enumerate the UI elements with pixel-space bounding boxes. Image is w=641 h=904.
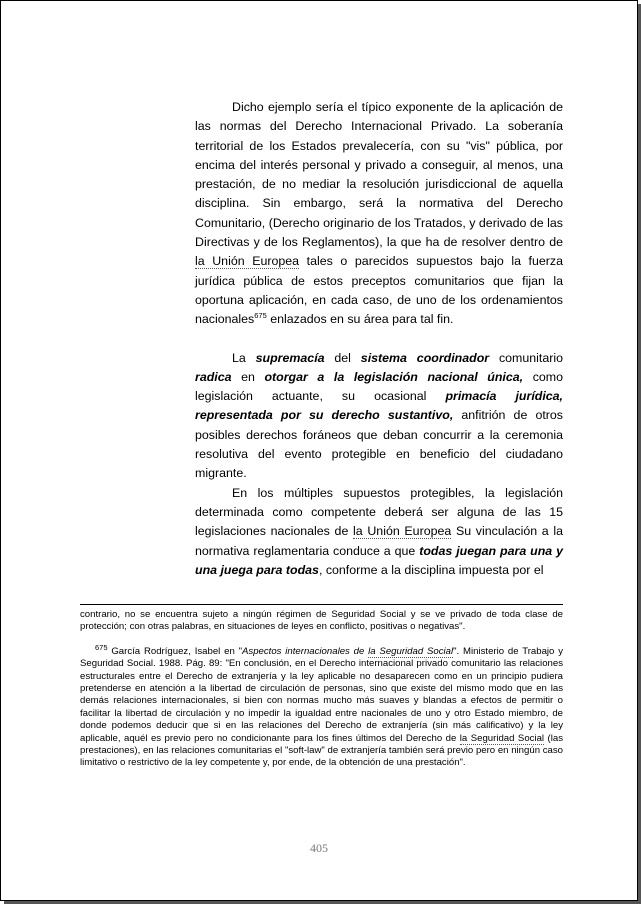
paragraph-3 <box>195 484 563 580</box>
paragraph-2-text: como legislación actuante, su ocasional <box>195 369 563 404</box>
footnote-text: (las prestaciones), en las relaciones comunitarias el "soft-law" de extranjería también será previo pero en ningún caso limitativo o restrictivo de la ley competente y, por ende, de la obtención de una prestación". <box>80 732 563 769</box>
footnotes <box>80 609 563 770</box>
paragraph-2-text: del <box>324 350 361 365</box>
paragraph-3-text: , conforme a la disciplina impuesta por el <box>318 562 544 577</box>
footnote-text: ". Ministerio de Trabajo y Seguridad Social. 1988. Pág. 89: "En conclusión, en el Derecho internacional privado comunitario las relaciones estructurales entre el Derecho de extranjería y la ley aplicable no desaparecen como en un principio pudiera pretenderse en atención a la libertad de circulación de personas, sino que existe del mismo modo que en las demás relaciones internacionales, si bien con normas mucho más suaves y blandas a efectos de permitir o facilitar la libertad de circulación y no impedir la igualdad entre nacionales de uno y otro Estado miembro, de donde podemos deducir que si en las relaciones del Derecho de extranjería (sin más calificativo) y la ley aplicable, aquél es previo pero no condicionante para los fines últimos del Derecho de <box>80 645 563 744</box>
emphasis-todas-juegan: todas juegan para una y una juega para todas <box>195 543 563 577</box>
emphasis-radica: radica <box>195 369 232 384</box>
body-text <box>195 98 563 580</box>
emphasis-otorgar: otorgar a la legislación nacional única, <box>264 369 524 384</box>
paragraph-1 <box>195 98 563 330</box>
paragraph-1-text-a: Dicho ejemplo sería el típico exponente de la aplicación de las normas del Derecho Internacional Privado. La soberanía territorial de los Estados prevalecería, con su "vis" pública, por encima del interés personal y privado a conseguir, al menos, una prestación, de no mediar la resolución jurisdiccional de aquella disciplina. Sin embargo, será la normativa del Derecho Comunitario, (Derecho originario de los Tratados, y derivado de las Directivas y de los Reglamentos), la que ha de resolver dentro de <box>195 100 563 250</box>
footnote-title: Aspectos internacionales de <box>242 645 369 657</box>
footnote-number: 675 <box>95 642 108 652</box>
paragraph-2-text: La <box>232 350 256 365</box>
footnote-reference-675[interactable]: 675 <box>254 311 267 321</box>
paragraph-2-text: comunitario <box>489 350 564 365</box>
paragraph-3-text: Su vinculación a la normativa reglamentaria conduce a que <box>195 524 564 558</box>
emphasis-sistema-coordinador: sistema coordinador <box>360 350 490 365</box>
paragraph-2-text: anfitrión de otros posibles derechos foráneos que deban concurrir a la ceremonia resolutiva del evento protegible en beneficio del ciudadano migrante. <box>195 408 563 481</box>
paragraph-1-text-c: enlazados en su área para tal fin. <box>266 312 454 327</box>
footnote-author: García Rodríguez, Isabel en " <box>107 645 243 657</box>
paragraph-1-text-b: tales o parecidos supuestos bajo la fuerza jurídica pública de estos preceptos comunitarios que fijan la oportuna aplicación, en cada caso, de uno de los ordenamientos nacionales <box>195 254 563 327</box>
footnote-675 <box>80 642 563 770</box>
seguridad-social-link[interactable]: la Seguridad Social <box>368 645 454 657</box>
emphasis-primacia-juridica: primacía jurídica, representada por su derecho sustantivo, <box>195 389 563 423</box>
emphasis-supremacia: supremacía <box>255 350 325 365</box>
paragraph-3-text: En los múltiples supuestos protegibles, la legislación determinada como competente deberá ser alguna de las 15 legislaciones nacionales de <box>195 485 563 539</box>
paragraph-2 <box>195 349 563 484</box>
footnote-continuation: contrario, no se encuentra sujeto a ningún régimen de Seguridad Social y se ve privado de toda clase de protección; con otras palabras, en situaciones de leyes en conflicto, positivas o negativas". <box>80 609 563 633</box>
footnote-separator <box>80 604 563 605</box>
union-europea-link[interactable]: la Unión Europea <box>195 254 300 269</box>
paragraph-gap <box>195 330 563 349</box>
paragraph-2-text: en <box>231 369 265 384</box>
page-number: 405 <box>310 841 328 855</box>
union-europea-link[interactable]: la Unión Europea <box>353 524 452 539</box>
seguridad-social-link[interactable]: la Seguridad Social <box>459 732 545 744</box>
